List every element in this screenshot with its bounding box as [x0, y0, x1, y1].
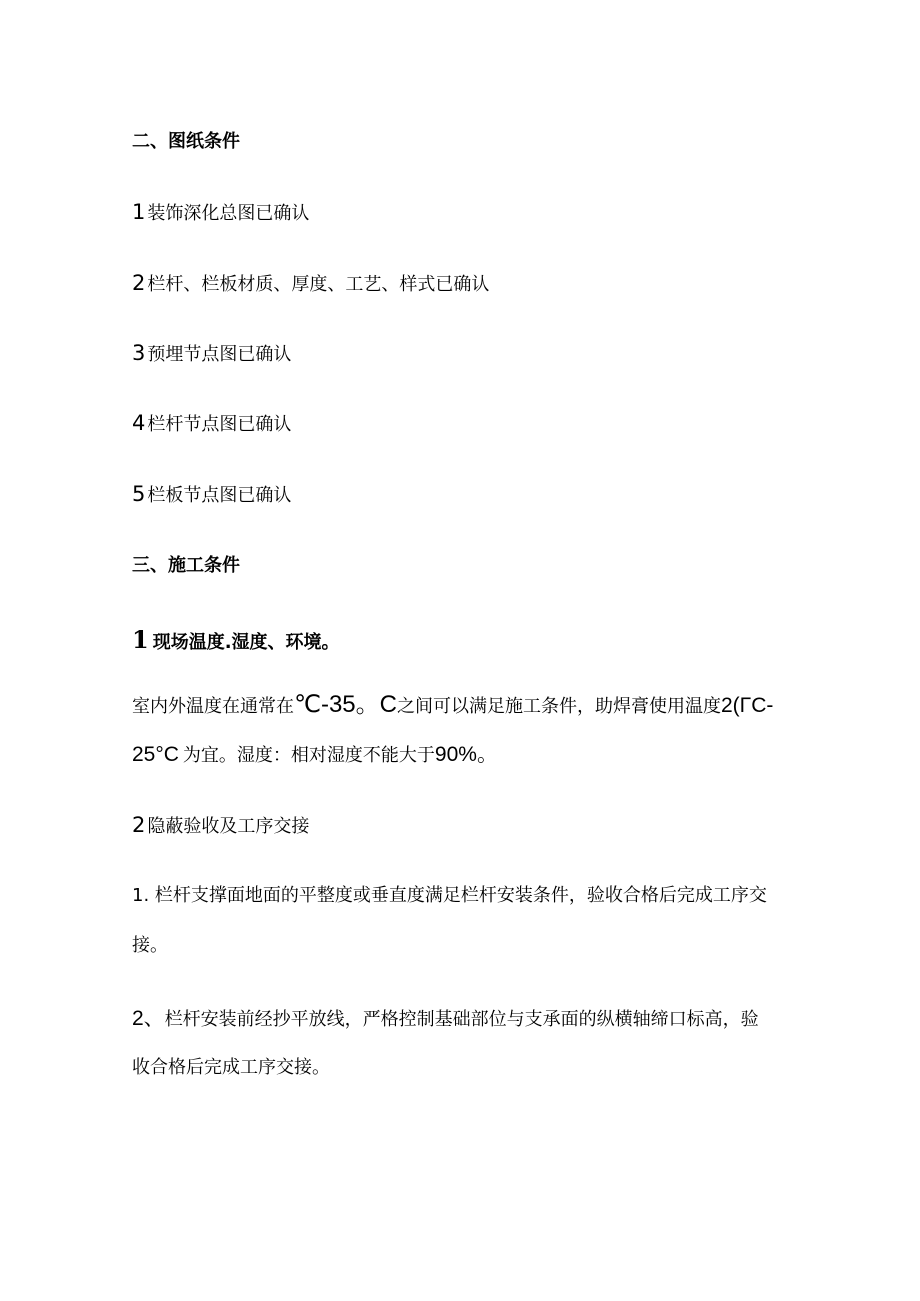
paragraph-temperature-line-2 [132, 744, 498, 765]
paragraph-item-1-line-1: 1. 栏杆支撑面地面的平整度或垂直度满足栏杆安装条件，验收合格后完成工序交 [132, 885, 767, 906]
list-item-text: 栏杆节点图已确认 [147, 414, 292, 435]
list-item [132, 273, 489, 294]
subsection-heading-site-environment [132, 625, 340, 654]
list-item-number: 1 [132, 200, 146, 224]
list-item-number: 2 [132, 271, 146, 295]
list-item [132, 343, 291, 364]
paragraph-number: 2、 [132, 1007, 165, 1030]
temperature-value: 25°C [132, 743, 179, 766]
list-item-number: 5 [132, 482, 146, 506]
list-item [132, 484, 291, 505]
humidity-value: 90%。 [434, 743, 498, 766]
section-heading-construction-conditions: 三、施工条件 [132, 555, 240, 576]
list-item-text: 装饰深化总图已确认 [147, 203, 310, 224]
list-item-text: 预埋节点图已确认 [147, 344, 292, 365]
paragraph-text: 栏杆安装前经抄平放线，严格控制基础部位与支承面的纵横轴缔口标高，验 [164, 1009, 759, 1030]
temperature-value: 2(ΓC- [720, 694, 774, 717]
list-item-number: 4 [132, 411, 146, 435]
section-heading-drawing-conditions: 二、图纸条件 [132, 131, 240, 152]
subsection-heading-hidden-acceptance [132, 815, 309, 836]
list-item-text: 栏杆、栏板材质、厚度、工艺、样式已确认 [147, 274, 490, 295]
list-item [132, 202, 309, 223]
paragraph-text: 之间可以满足施工条件，助焊膏使用温度 [396, 696, 721, 717]
subsection-title: 现场温度.湿度、环境。 [152, 632, 340, 653]
list-item-number: 3 [132, 341, 146, 365]
list-item-text: 栏板节点图已确认 [147, 485, 292, 506]
paragraph-text: 为宜。湿度：相对湿度不能大于 [182, 745, 435, 766]
paragraph-item-1-line-2: 接。 [132, 935, 168, 956]
subsection-title: 隐蔽验收及工序交接 [147, 816, 310, 837]
subsection-number: 2 [132, 813, 146, 837]
list-item [132, 413, 291, 434]
paragraph-item-2-line-2: 收合格后完成工序交接。 [132, 1057, 330, 1078]
paragraph-text: 室内外温度在通常在 [132, 696, 294, 717]
temperature-value: ℃-35。C [294, 691, 397, 718]
paragraph-item-2-line-1 [132, 1008, 759, 1029]
paragraph-temperature-line-1 [132, 693, 773, 717]
subsection-number: 1 [132, 625, 149, 654]
